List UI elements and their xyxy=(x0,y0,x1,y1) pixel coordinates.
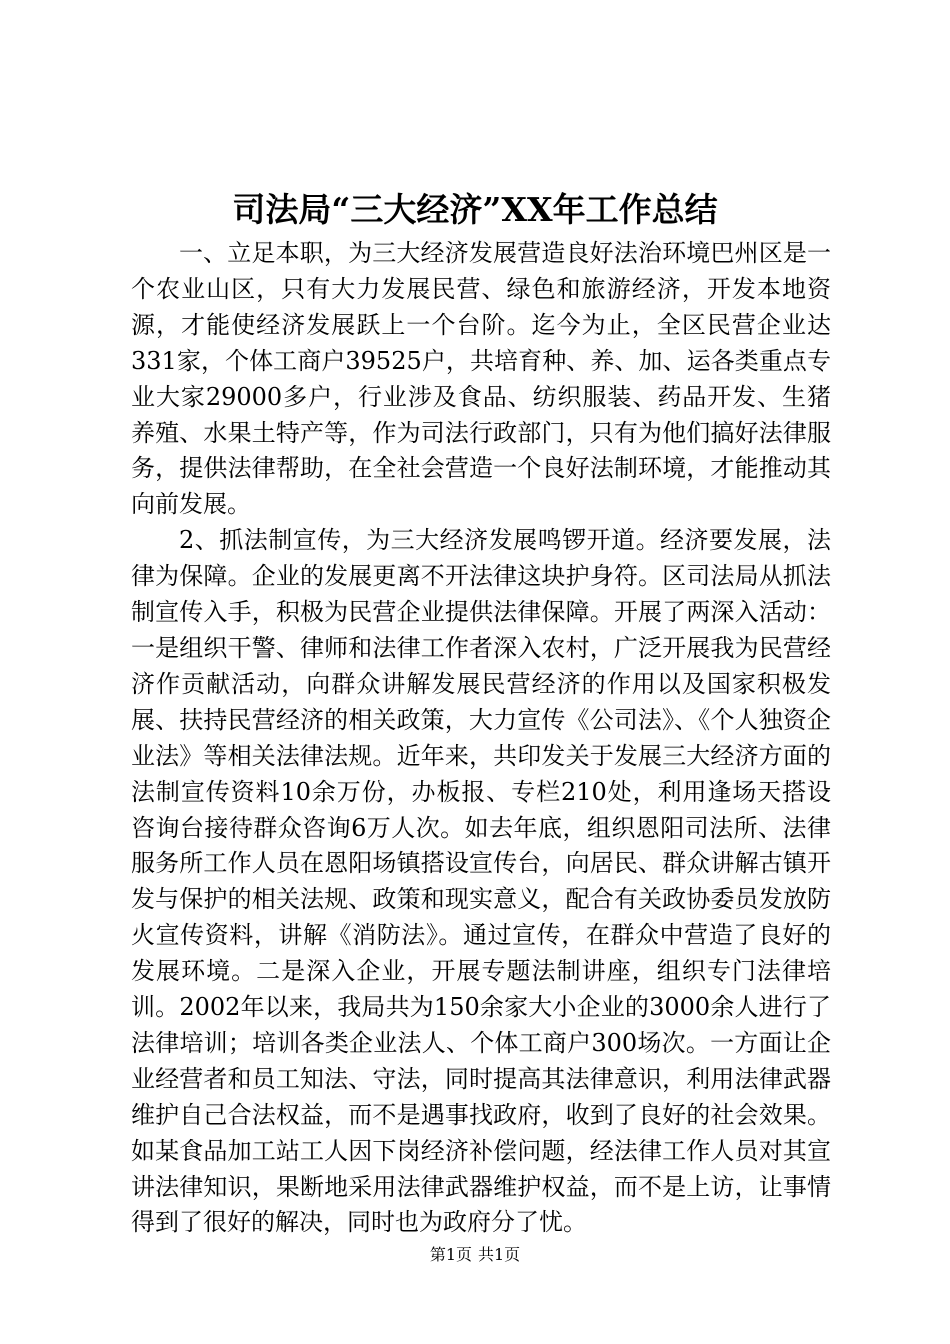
page-footer xyxy=(0,1243,950,1267)
page-number: 第1页 xyxy=(429,1245,472,1264)
page-total: 共1页 xyxy=(478,1245,521,1264)
paragraph-2: 2、抓法制宣传，为三大经济发展鸣锣开道。经济要发展，法律为保障。企业的发展更离不开法律这块护身符。区司法局从抓法制宣传入手，积极为民营企业提供法律保障。开展了两深入活动：一是组织干警、律师和法律工作者深入农村，广泛开展我为民营经济作贡献活动，向群众讲解发展民营经济的作用以及国家积极发展、扶持民营经济的相关政策，大力宣传《公司法》、《个人独资企业法》等相关法律法规。近年来，共印发关于发展三大经济方面的法制宣传资料10余万份，办板报、专栏210处，利用逢场天搭设咨询台接待群众咨询6万人次。如去年底，组织恩阳司法所、法律服务所工作人员在恩阳场镇搭设宣传台，向居民、群众讲解古镇开发与保护的相关法规、政策和现实意义，配合有关政协委员发放防火宣传资料，讲解《消防法》。通过宣传，在群众中营造了良好的发展环境。二是深入企业，开展专题法制讲座，组织专门法律培训。2002年以来，我局共为150余家大小企业的3000余人进行了法律培训；培训各类企业法人、个体工商户300场次。一方面让企业经营者和员工知法、守法，同时提高其法律意识，利用法律武器维护自己合法权益，而不是遇事找政府，收到了良好的社会效果。如某食品加工站工人因下岗经济补偿问题，经法律工作人员对其宣讲法律知识，果断地采用法律武器维护权益，而不是上访，让事情得到了很好的解决，同时也为政府分了忧。 xyxy=(131,526,831,1237)
paragraph-1: 一、立足本职，为三大经济发展营造良好法治环境巴州区是一个农业山区，只有大力发展民营、绿色和旅游经济，开发本地资源，才能使经济发展跃上一个台阶。迄今为止，全区民营企业达331家，个体工商户39525户，共培育种、养、加、运各类重点专业大家29000多户，行业涉及食品、纺织服装、药品开发、生猪养殖、水果土特产等，作为司法行政部门，只有为他们搞好法律服务，提供法律帮助，在全社会营造一个良好法制环境，才能推动其向前发展。 xyxy=(131,239,831,519)
document-body xyxy=(131,236,831,1241)
document-title: 司法局“三大经济”XX年工作总结 xyxy=(232,190,718,229)
